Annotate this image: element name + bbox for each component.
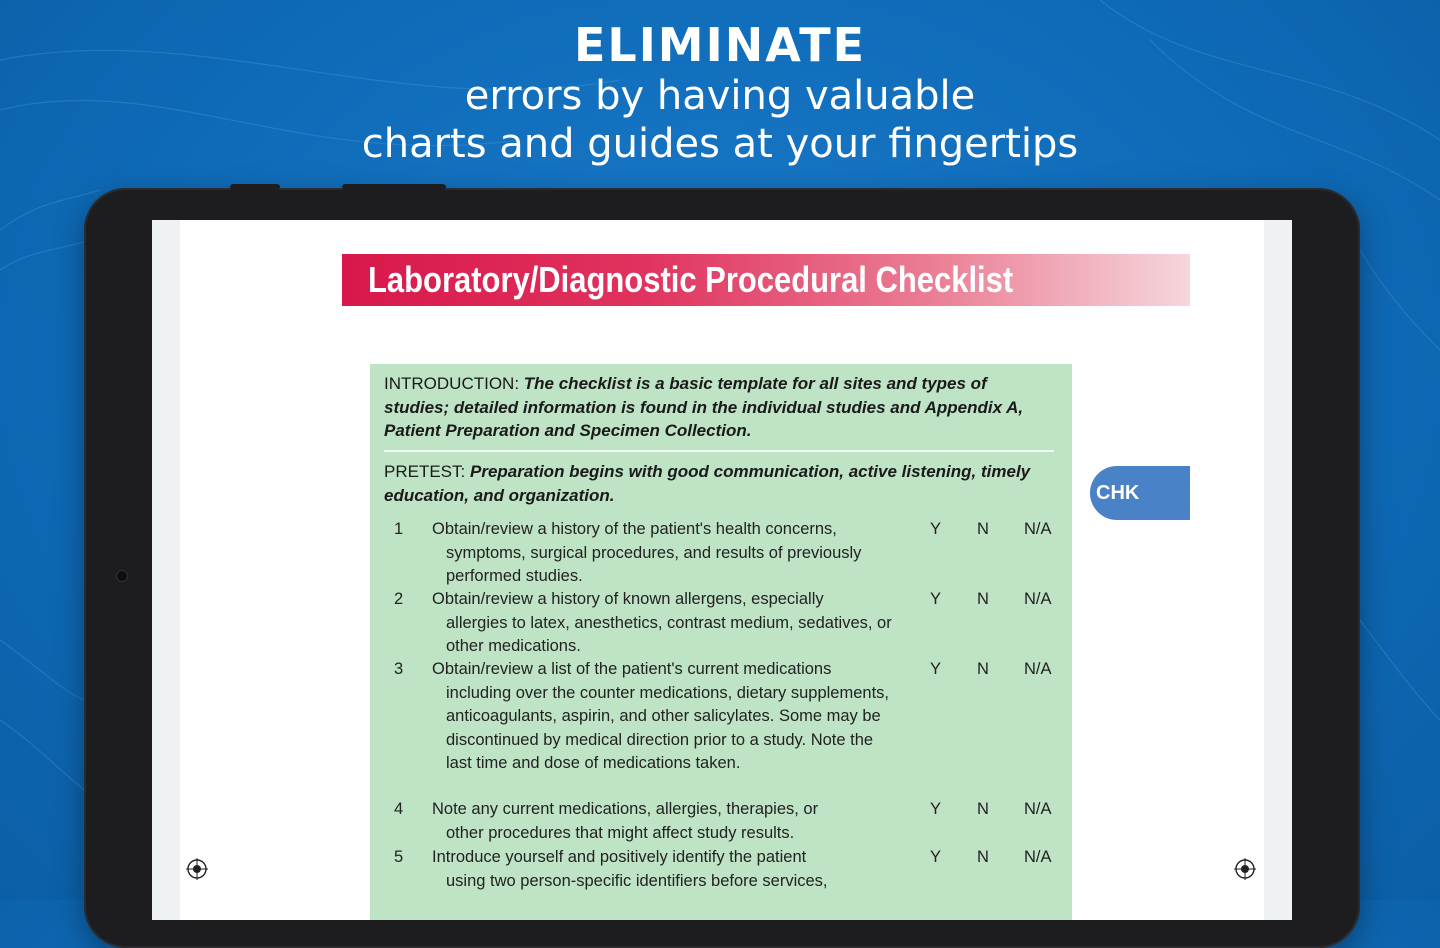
registration-target-icon: [1234, 858, 1256, 880]
item-text: [432, 518, 892, 589]
item-number: 1: [394, 520, 404, 538]
headline-subtitle-line-1: errors by having valuable: [464, 73, 976, 119]
choice-yes[interactable]: Y: [930, 590, 942, 608]
choice-na[interactable]: N/A: [1024, 848, 1052, 866]
choice-na[interactable]: N/A: [1024, 660, 1052, 678]
item-text-continuation: including over the counter medications, dietary supplements, anticoagulants, aspirin, and other salicylates. Some may be discontinued by medical direction prior to a study. Note the last time and dose of medications taken.: [446, 683, 889, 772]
item-text-first-line: Obtain/review a history of the patient's health concerns,: [432, 520, 837, 538]
tablet-power-button: [342, 184, 446, 190]
section-tab-chk[interactable]: [1090, 466, 1190, 520]
intro-text: The checklist is a basic template for all sites and types of studies; detailed information is found in the individual studies and Appendix A, Patient Preparation and Specimen Collection.: [384, 374, 1024, 440]
choice-yes[interactable]: Y: [930, 520, 942, 538]
page-title-banner: [342, 254, 1190, 306]
choice-no[interactable]: N: [977, 660, 989, 678]
item-number: 4: [394, 800, 404, 818]
item-text-continuation: symptoms, surgical procedures, and results of previously performed studies.: [446, 543, 862, 585]
checklist-introduction: [384, 372, 1044, 443]
item-text-continuation: using two person-specific identifiers before services,: [446, 871, 828, 890]
item-text-continuation: allergies to latex, anesthetics, contrast medium, sedatives, or other medications.: [446, 613, 892, 655]
item-text-first-line: Obtain/review a list of the patient's current medications: [432, 660, 832, 678]
section-tab-label: CHK: [1096, 482, 1140, 504]
choice-yes[interactable]: Y: [930, 848, 942, 866]
choice-na[interactable]: N/A: [1024, 590, 1052, 608]
page-title: Laboratory/Diagnostic Procedural Checklist: [368, 259, 1014, 300]
choice-yes[interactable]: Y: [930, 660, 942, 678]
headline-title: ELIMINATE: [573, 18, 867, 72]
item-text: [432, 846, 892, 893]
choice-no[interactable]: N: [977, 590, 989, 608]
item-text: [432, 658, 892, 776]
choice-yes[interactable]: Y: [930, 800, 942, 818]
choice-no[interactable]: N: [977, 520, 989, 538]
item-number: 5: [394, 848, 404, 866]
page-margin-right: [1264, 220, 1292, 920]
item-text-first-line: Introduce yourself and positively identify the patient: [432, 848, 807, 866]
tablet-screen: [152, 220, 1292, 920]
tablet-frame: [84, 188, 1360, 948]
page-margin-left: [152, 220, 180, 920]
item-number: 3: [394, 660, 404, 678]
pretest-text: Preparation begins with good communication, active listening, timely education, and organization.: [384, 462, 1031, 505]
promo-headline: [0, 18, 1440, 168]
divider: [384, 450, 1054, 452]
choice-na[interactable]: N/A: [1024, 520, 1052, 538]
tablet-volume-button: [230, 184, 280, 190]
item-text-first-line: Obtain/review a history of known allergens, especially: [432, 590, 824, 608]
item-text: [432, 798, 892, 845]
checklist-pretest: [384, 460, 1044, 507]
item-text-first-line: Note any current medications, allergies, therapies, or: [432, 800, 819, 818]
choice-na[interactable]: N/A: [1024, 800, 1052, 818]
item-text-continuation: other procedures that might affect study results.: [446, 823, 795, 842]
checklist-panel: [370, 364, 1072, 920]
intro-label: INTRODUCTION:: [384, 374, 520, 393]
headline-subtitle-line-2: charts and guides at your fingertips: [361, 121, 1079, 167]
registration-target-icon: [186, 858, 208, 880]
item-text: [432, 588, 892, 659]
choice-no[interactable]: N: [977, 800, 989, 818]
tablet-camera-icon: [116, 570, 128, 582]
item-number: 2: [394, 590, 404, 608]
pretest-label: PRETEST:: [384, 462, 466, 481]
choice-no[interactable]: N: [977, 848, 989, 866]
